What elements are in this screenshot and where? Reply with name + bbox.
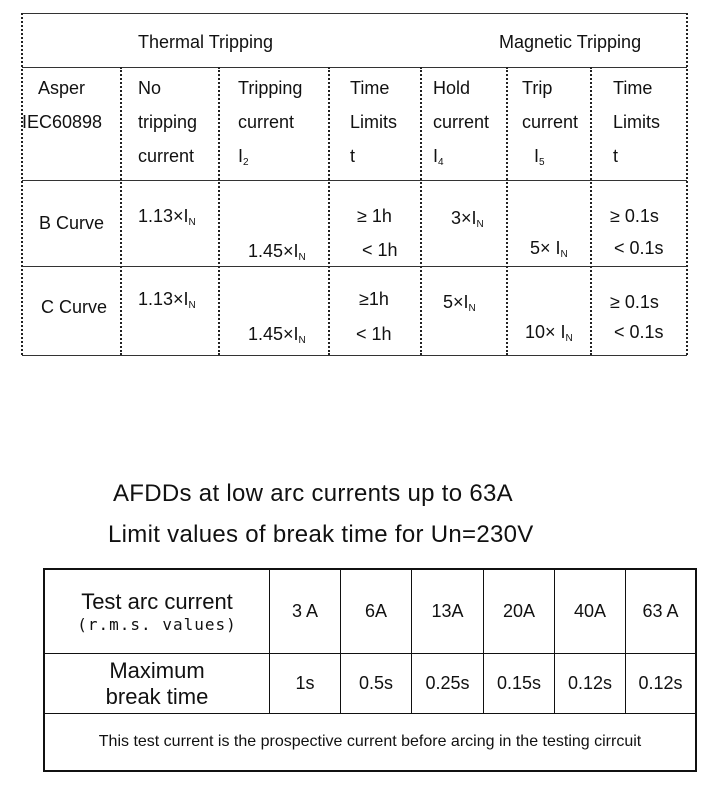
title-afdd-low-arc: AFDDs at low arc currents up to 63A <box>113 480 513 507</box>
header-iec60898: IEC60898 <box>22 112 103 132</box>
max-break-time-label <box>45 654 269 713</box>
c-no-trip-current <box>138 289 196 316</box>
time-63a: 0.12s <box>638 673 683 693</box>
table1-col-divider <box>328 67 330 355</box>
time-40a: 0.12s <box>567 673 613 693</box>
b-time-max: < 1h <box>362 240 398 260</box>
header-hold-current-line2: current <box>433 112 490 132</box>
b-time-min: ≥ 1h <box>357 206 392 226</box>
time-6a: 0.5s <box>358 673 394 693</box>
table1-left-border <box>21 13 23 355</box>
test-arc-current-label <box>45 570 269 653</box>
symbol-i: I <box>433 146 439 166</box>
table1-col-divider <box>590 67 592 355</box>
tripping-characteristics-table <box>0 0 714 370</box>
value: 1.13×I <box>138 206 189 226</box>
afdd-break-time-table <box>43 568 697 772</box>
header-trip-current-symbol <box>534 139 545 180</box>
subscript: N <box>298 252 306 263</box>
subscript: N <box>476 219 484 230</box>
subscript: N <box>188 300 196 311</box>
header-no-tripping-line3: current <box>138 146 195 166</box>
table1-col-divider <box>420 67 422 355</box>
c-time2-min: ≥ 0.1s <box>610 292 659 312</box>
current-40a: 40A <box>573 601 607 621</box>
rms-values-text: (r.m.s. values) <box>77 615 237 634</box>
subscript: 2 <box>243 157 249 168</box>
b-tripping-current <box>248 241 306 268</box>
header-tripping-current-line1: Tripping <box>238 78 303 98</box>
table1-col-divider <box>506 67 508 355</box>
test-arc-current-text: Test arc current <box>81 589 233 614</box>
header-hold-current-symbol <box>433 139 444 180</box>
time-3a: 1s <box>295 673 315 693</box>
table1-top-border <box>22 13 687 14</box>
subscript: N <box>468 303 476 314</box>
header-no-tripping-line1: No <box>138 78 162 98</box>
c-hold-current <box>443 292 476 319</box>
table1-bottom-border <box>22 355 687 356</box>
header-time-limits-2-line3: t <box>613 146 619 166</box>
header-asper: Asper <box>38 78 86 98</box>
subscript: N <box>560 249 568 260</box>
header-trip-current-line2: current <box>522 112 579 132</box>
c-time-max: < 1h <box>356 324 392 344</box>
subscript: 4 <box>438 157 444 168</box>
c-trip-current <box>525 322 573 349</box>
symbol-i: I <box>238 146 244 166</box>
header-time-limits-2-line1: Time <box>613 78 653 98</box>
time-20a: 0.15s <box>496 673 542 693</box>
header-tripping-current-symbol <box>238 139 249 180</box>
group-thermal-tripping: Thermal Tripping <box>138 32 274 52</box>
row-label-b-curve: B Curve <box>39 213 105 233</box>
value: 5×I <box>443 292 469 312</box>
header-time-limits-2-line2: Limits <box>613 112 661 132</box>
current-6a: 6A <box>364 601 388 621</box>
current-20a: 20A <box>502 601 536 621</box>
b-time2-max: < 0.1s <box>614 238 664 258</box>
table1-right-border <box>686 13 688 355</box>
subscript: 5 <box>539 157 545 168</box>
subscript: N <box>298 335 306 346</box>
table1-col-divider <box>120 67 122 355</box>
subscript: N <box>188 217 196 228</box>
b-time2-min: ≥ 0.1s <box>610 206 659 226</box>
b-trip-current <box>530 238 568 265</box>
subscript: N <box>565 333 573 344</box>
header-no-tripping-line2: tripping <box>138 112 198 132</box>
header-hold-current-line1: Hold <box>433 78 471 98</box>
time-13a: 0.25s <box>425 673 470 693</box>
b-hold-current <box>451 208 484 235</box>
current-3a: 3 A <box>291 601 319 621</box>
value: 1.45×I <box>248 324 299 344</box>
row-label-c-curve: C Curve <box>41 297 108 317</box>
title-break-time-limits: Limit values of break time for Un=230V <box>108 521 534 548</box>
b-no-trip-current <box>138 206 196 233</box>
header-time-limits-line2: Limits <box>350 112 398 132</box>
maximum-text: Maximum <box>109 657 205 683</box>
current-63a: 63 A <box>642 601 679 621</box>
value: 5× I <box>530 238 561 258</box>
current-13a: 13A <box>431 601 464 621</box>
group-magnetic-tripping: Magnetic Tripping <box>499 32 642 52</box>
header-time-limits-line3: t <box>350 146 356 166</box>
break-time-text: break time <box>105 683 209 709</box>
c-time2-max: < 0.1s <box>614 322 664 342</box>
symbol-i: I <box>534 146 540 166</box>
table1-col-divider <box>218 67 220 355</box>
value: 3×I <box>451 208 477 228</box>
footnote: This test current is the prospective current before arcing in the testing cirrcuit <box>98 733 642 750</box>
c-time-min: ≥1h <box>359 289 389 309</box>
c-tripping-current <box>248 324 306 351</box>
header-time-limits-line1: Time <box>350 78 390 98</box>
value: 1.13×I <box>138 289 189 309</box>
header-trip-current-line1: Trip <box>522 78 553 98</box>
value: 10× I <box>525 322 566 342</box>
header-tripping-current-line2: current <box>238 112 295 132</box>
value: 1.45×I <box>248 241 299 261</box>
